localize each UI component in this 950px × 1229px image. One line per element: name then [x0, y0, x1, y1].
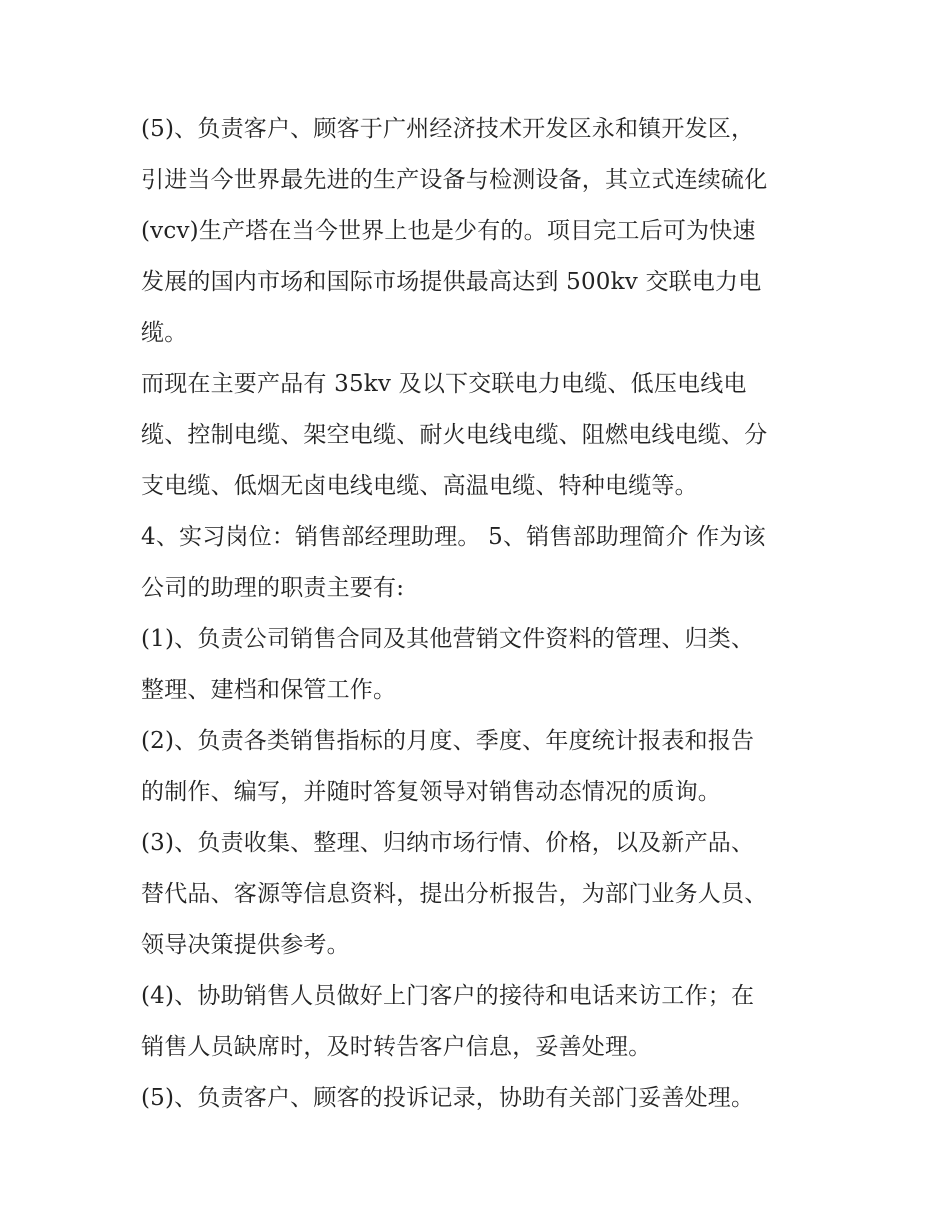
text-line: (5)、负责客户、顾客于广州经济技术开发区永和镇开发区， — [141, 116, 755, 142]
text-line: 销售人员缺席时，及时转告客户信息，妥善处理。 — [141, 1034, 652, 1060]
text-line: 缆、控制电缆、架空电缆、耐火电线电缆、阻燃电线电缆、分 — [141, 422, 768, 448]
text-line: (4)、协助销售人员做好上门客户的接待和电话来访工作；在 — [141, 983, 755, 1009]
text-line: (2)、负责各类销售指标的月度、季度、年度统计报表和报告 — [141, 728, 755, 754]
text-line: 替代品、客源等信息资料，提出分析报告，为部门业务人员、 — [141, 881, 768, 907]
text-line: 公司的助理的职责主要有: — [141, 575, 405, 601]
document-body — [141, 104, 841, 1124]
text-line: (1)、负责公司销售合同及其他营销文件资料的管理、归类、 — [141, 626, 755, 652]
text-line: 引进当今世界最先进的生产设备与检测设备，其立式连续硫化 — [141, 167, 768, 193]
text-line: 的制作、编写，并随时答复领导对销售动态情况的质询。 — [141, 779, 721, 805]
text-line: (5)、负责客户、顾客的投诉记录，协助有关部门妥善处理。 — [141, 1085, 755, 1111]
text-line: 而现在主要产品有 35kv 及以下交联电力电缆、低压电线电 — [141, 371, 747, 397]
text-line: 支电缆、低烟无卤电线电缆、高温电缆、特种电缆等。 — [141, 473, 698, 499]
text-line: 缆。 — [141, 320, 188, 346]
text-line: (3)、负责收集、整理、归纳市场行情、价格，以及新产品、 — [141, 830, 755, 856]
text-line: 领导决策提供参考。 — [141, 932, 350, 958]
text-line: 整理、建档和保管工作。 — [141, 677, 397, 703]
text-line: (vcv)生产塔在当今世界上也是少有的。项目完工后可为快速 — [141, 218, 756, 244]
text-line: 发展的国内市场和国际市场提供最高达到 500kv 交联电力电 — [141, 269, 762, 295]
text-line: 4、实习岗位：销售部经理助理。 5、销售部助理简介 作为该 — [141, 524, 766, 550]
